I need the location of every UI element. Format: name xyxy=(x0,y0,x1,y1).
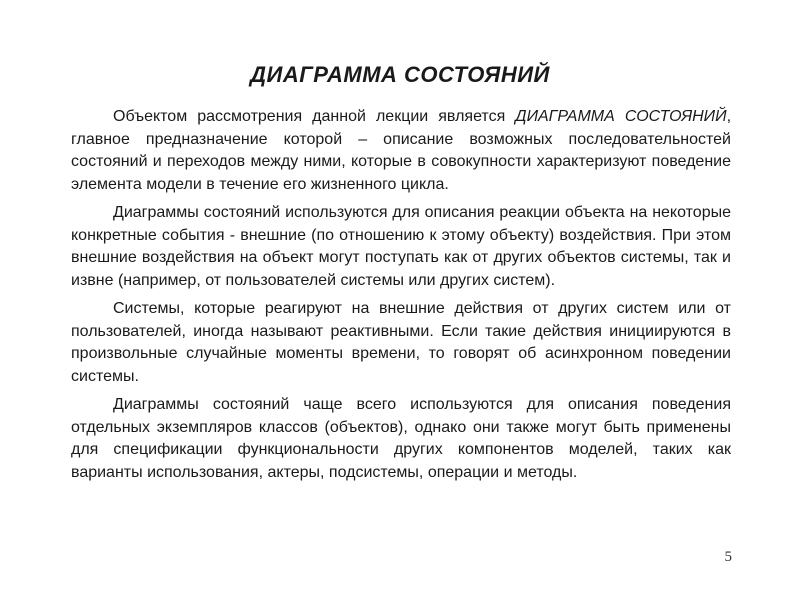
slide-title: ДИАГРАММА СОСТОЯНИЙ xyxy=(250,62,550,87)
paragraph-1-emphasis: ДИАГРАММА СОСТОЯНИЙ xyxy=(515,108,727,125)
paragraph-1 xyxy=(71,106,731,196)
slide-body xyxy=(71,106,731,484)
paragraph-4: Диаграммы состояний чаще всего используются для описания поведения отдельных экземпляров классов (объектов), однако они также могут быть применены для спецификации функциональности других компонентов моделей, таких как варианты использования, актеры, подсистемы, операции и методы. xyxy=(71,396,731,481)
paragraph-1-text-after: , главное предназначение которой – описание возможных последовательностей состояний и переходов между ними, которые в совокупности характеризуют поведение элемента модели в течение его жизненного цикла. xyxy=(71,108,732,193)
paragraph-2: Диаграммы состояний используются для описания реакции объекта на некоторые конкретные события - внешние (по отношению к этому объекту) воздействия. При этом внешние воздействия на объект могут поступать как от других объектов системы, так и извне (например, от пользователей системы или других систем). xyxy=(71,204,731,289)
page-number: 5 xyxy=(724,549,732,565)
paragraph-3: Системы, которые реагируют на внешние действия от других систем или от пользователей, иногда называют реактивными. Если такие действия инициируются в произвольные случайные моменты времени, то говорят об асинхронном поведении системы. xyxy=(71,300,731,385)
paragraph-1-text-before: Объектом рассмотрения данной лекции является xyxy=(113,108,516,125)
